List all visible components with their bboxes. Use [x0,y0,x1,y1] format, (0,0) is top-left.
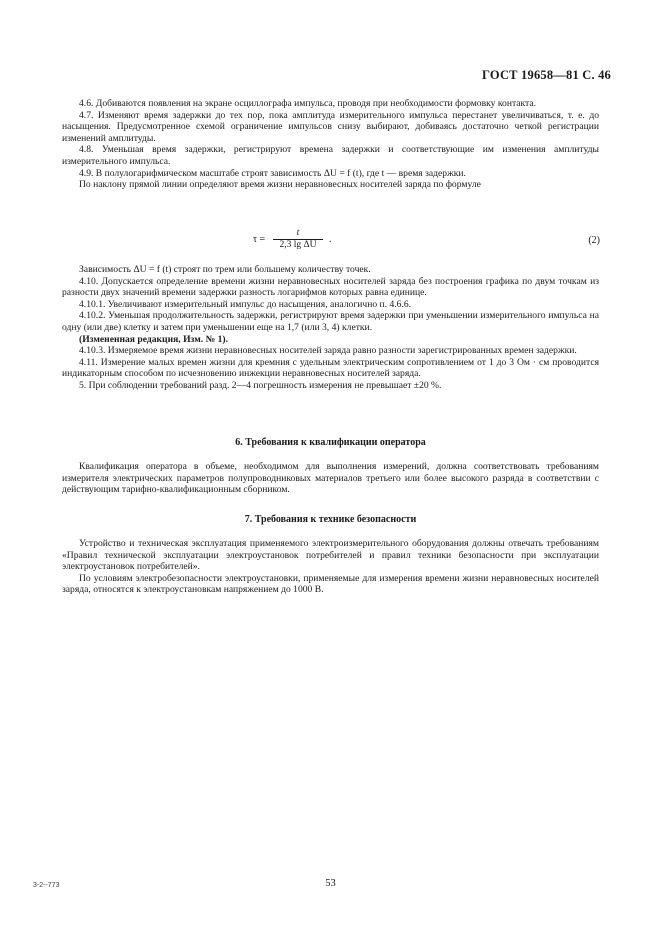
equation-number: (2) [588,235,600,246]
section-6-body [62,461,599,496]
paragraph-slope: По наклону прямой линии определяют время жизни неравновесных носителей заряда по формуле [79,179,481,191]
document-header: ГОСТ 19658—81 С. 46 [482,68,611,82]
formula-denominator: 2,3 lg ΔU [279,240,317,250]
paragraph-dependence: Зависимость ΔU = f (t) строят по трем или большему количеству точек. [79,264,371,275]
paragraph-4-7: 4.7. Изменяют время задержки до тех пор, пока амплитуда измерительного импульса перестанет увеличиваться, т. е. до насыщения. Предусмотренное схемой ограничение импульсов снизу выбирают, добиваясь достаточно четкой регистрации изменений амплитуды. [62,109,599,144]
paragraph-4-8: 4.8. Уменьшая время задержки, регистрируют времена задержки и соответствующие им изменения амплитуды измерительного импульса. [62,144,599,167]
section-7-paragraph-1: Устройство и техническая эксплуатация применяемого электроизмерительного оборудования должны отвечать требованиям «Правил технической эксплуатации электроустановок потребителей и правил техники безопасности при эксплуатации электроустановок потребителей». [62,538,599,573]
paragraph-4-10: 4.10. Допускается определение времени жизни неравновесных носителей заряда без построения графика по двум точкам из разности двух значений времени задержки разность логарифмов которых равна единице. [62,275,599,299]
paragraph-4-10-3: 4.10.3. Измеряемое время жизни неравновесных носителей заряда равно разности зарегистрированных времен задержки. [79,345,577,357]
paragraph-4-10-2: 4.10.2. Уменьшая продолжительность задержки, регистрируют время задержки при уменьшении измерительного импульса на одну (или две) клетку и затем при уменьшении еще на 1,7 (или 3, 4) клетки. [62,310,599,333]
print-code: 3-2--773 [33,882,60,889]
section-7-title: 7. Требования к технике безопасности [244,514,417,525]
formula-2 [253,228,553,254]
paragraph-4-6: 4.6. Добиваются появления на экране осциллографа импульса, проводя при необходимости формовку контакта. [79,98,537,109]
section-7-body [62,538,599,596]
formula-numerator: t [273,228,323,240]
paragraph-4-10-1: 4.10.1. Увеличивают измерительный импульс до насыщения, аналогично п. 4.6.6. [79,298,412,310]
formula-lhs: τ = [253,234,266,245]
paragraph-4-11: 4.11. Измерение малых времен жизни для кремния с удельным электрическим сопротивлением от 1 до 3 Ом · см проводится индикаторным способом по исчезновению инжекции неравновесных носителей заряда. [62,356,599,380]
text-block-top [62,98,599,191]
section-6-title: 6. Требования к квалификации оператора [235,437,426,448]
paragraph-5: 5. При соблюдении требований разд. 2—4 погрешность измерения не превышает ±20 %. [79,379,442,391]
text-block-mid [62,264,599,392]
page-number: 53 [325,878,336,889]
section-6-paragraph: Квалификация оператора в объеме, необходимом для выполнения измерений, должна соответствовать требованиям измерителя электрических параметров полупроводниковых материалов третьего или более высокого разряда в соответствии с действующим тарифно-квалификационным сборником. [62,461,599,496]
section-7-paragraph-2: По условиям электробезопасности электроустановки, применяемые для измерения времени жизни неравновесных носителей заряда, относятся к электроустановкам напряжением до 1000 В. [62,572,599,596]
paragraph-4-9: 4.9. В полулогарифмическом масштабе строят зависимость ΔU = f (t), где t — время задержки. [79,167,466,179]
formula-fraction [273,228,323,251]
formula-trailing: . [329,234,332,245]
amendment-note: (Измененная редакция, Изм. № 1). [79,333,229,345]
